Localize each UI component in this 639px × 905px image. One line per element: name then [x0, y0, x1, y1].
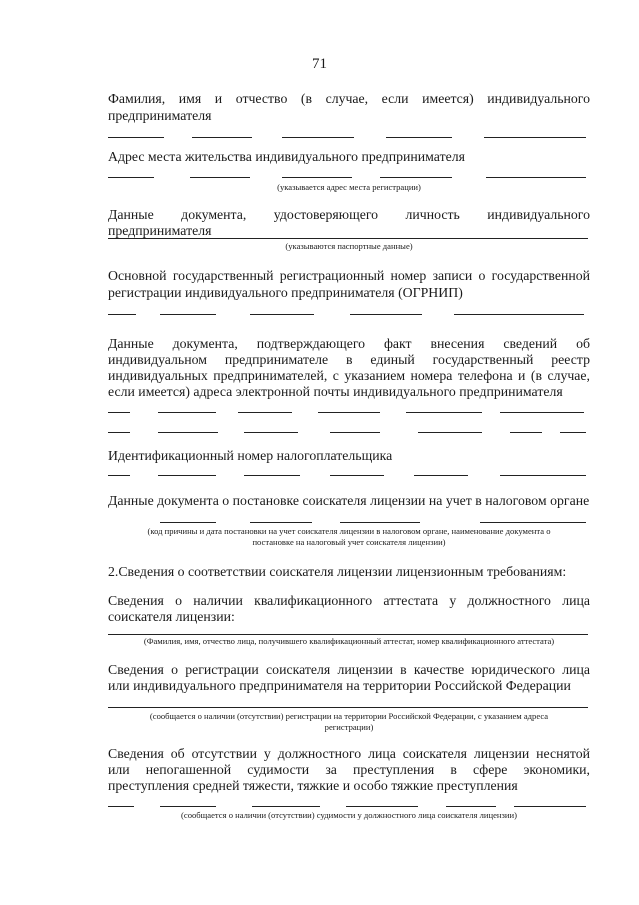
- tax-registration-caption-line1: (код причины и дата постановки на учет соискателя лицензии в налоговом органе, наименование документа о: [147, 526, 551, 536]
- fill-line: [108, 634, 588, 635]
- fill-line: [510, 432, 542, 433]
- fill-line: [108, 177, 154, 178]
- fill-line: [500, 412, 584, 413]
- fill-line: [500, 475, 586, 476]
- fill-line: [108, 475, 130, 476]
- egrip-label-line1: Данные документа, подтверждающего факт внесения сведений об: [108, 336, 590, 351]
- fill-line: [282, 177, 352, 178]
- fill-line: [238, 412, 292, 413]
- fill-line: [346, 806, 418, 807]
- fill-line: [160, 806, 216, 807]
- fill-line: [108, 806, 134, 807]
- criminal-record-caption: (сообщается о наличии (отсутствии) судимости у должностного лица соискателя лицензии): [181, 810, 517, 820]
- criminal-record-label-line3: преступления средней тяжести, тяжкие и особо тяжкие преступления: [108, 778, 518, 793]
- fill-line: [108, 137, 164, 138]
- fill-line: [250, 314, 314, 315]
- rf-registration-caption-line2: регистрации): [324, 722, 374, 732]
- fill-line: [158, 432, 218, 433]
- fill-line: [480, 522, 586, 523]
- fill-line: [318, 412, 380, 413]
- fill-line: [108, 238, 588, 239]
- fill-line: [514, 806, 586, 807]
- qualification-caption: (Фамилия, имя, отчество лица, получившего квалификационный аттестат, номер квалификационного аттестата): [143, 636, 555, 646]
- fill-line: [380, 177, 452, 178]
- fill-line: [244, 475, 300, 476]
- inn-label: Идентификационный номер налогоплательщика: [108, 448, 393, 463]
- fill-line: [446, 806, 496, 807]
- egrip-label-line4: если имеется) адреса электронной почты индивидуального предпринимателя: [108, 384, 563, 399]
- tax-registration-label: Данные документа о постановке соискателя лицензии на учет в налоговом органе: [108, 493, 590, 508]
- fill-line: [340, 522, 420, 523]
- fill-line: [160, 522, 216, 523]
- tax-registration-caption-line2: постановке на налоговый учет соискателя лицензии): [252, 537, 446, 547]
- qualification-label-line1: Сведения о наличии квалификационного аттестата у должностного лица: [108, 593, 590, 608]
- fill-line: [414, 475, 468, 476]
- rf-registration-label-line2: или индивидуального предпринимателя на территории Российской Федерации: [108, 678, 571, 693]
- ip-document-label-line1: Данные документа, удостоверяющего личность индивидуального: [108, 207, 590, 222]
- ip-address-caption: (указывается адрес места регистрации): [277, 182, 421, 192]
- fill-line: [330, 475, 384, 476]
- fill-line: [282, 137, 354, 138]
- fill-line: [108, 707, 588, 708]
- fill-line: [244, 432, 298, 433]
- fill-line: [108, 432, 130, 433]
- ogrnip-label-line1: Основной государственный регистрационный номер записи о государственной: [108, 268, 590, 283]
- ip-address-label: Адрес места жительства индивидуального предпринимателя: [108, 149, 465, 164]
- fill-line: [160, 314, 216, 315]
- fill-line: [158, 412, 216, 413]
- criminal-record-label-line1: Сведения об отсутствии у должностного лица соискателя лицензии неснятой: [108, 746, 590, 761]
- rf-registration-caption-line1: (сообщается о наличии (отсутствии) регистрации на территории Российской Федерации, с указанием адреса: [149, 711, 549, 721]
- fill-line: [350, 314, 422, 315]
- fill-line: [406, 412, 482, 413]
- fill-line: [108, 412, 130, 413]
- ip-document-label-line2: предпринимателя: [108, 223, 212, 238]
- fill-line: [158, 475, 216, 476]
- qualification-label-line2: соискателя лицензии:: [108, 609, 235, 624]
- fill-line: [454, 314, 584, 315]
- ip-document-caption: (указываются паспортные данные): [285, 241, 413, 251]
- ip-name-label-line2: предпринимателя: [108, 108, 212, 123]
- fill-line: [330, 432, 380, 433]
- egrip-label-line3: индивидуальных предпринимателей, с указанием номера телефона и (в случае,: [108, 368, 590, 383]
- fill-line: [108, 314, 136, 315]
- fill-line: [192, 137, 252, 138]
- ip-name-label-line1: Фамилия, имя и отчество (в случае, если имеется) индивидуального: [108, 91, 590, 106]
- fill-line: [190, 177, 250, 178]
- fill-line: [484, 137, 586, 138]
- fill-line: [250, 522, 312, 523]
- fill-line: [252, 806, 320, 807]
- fill-line: [486, 177, 586, 178]
- page-number: 71: [312, 56, 327, 72]
- rf-registration-label-line1: Сведения о регистрации соискателя лицензии в качестве юридического лица: [108, 662, 590, 677]
- fill-line: [560, 432, 586, 433]
- ogrnip-label-line2: регистрации индивидуального предпринимателя (ОГРНИП): [108, 285, 463, 300]
- criminal-record-label-line2: или непогашенной судимости за преступления в сфере экономики,: [108, 762, 590, 777]
- requirements-heading: 2.Сведения о соответствии соискателя лицензии лицензионным требованиям:: [108, 564, 567, 579]
- fill-line: [418, 432, 482, 433]
- fill-line: [386, 137, 452, 138]
- egrip-label-line2: индивидуальном предпринимателе в единый государственный реестр: [108, 352, 590, 367]
